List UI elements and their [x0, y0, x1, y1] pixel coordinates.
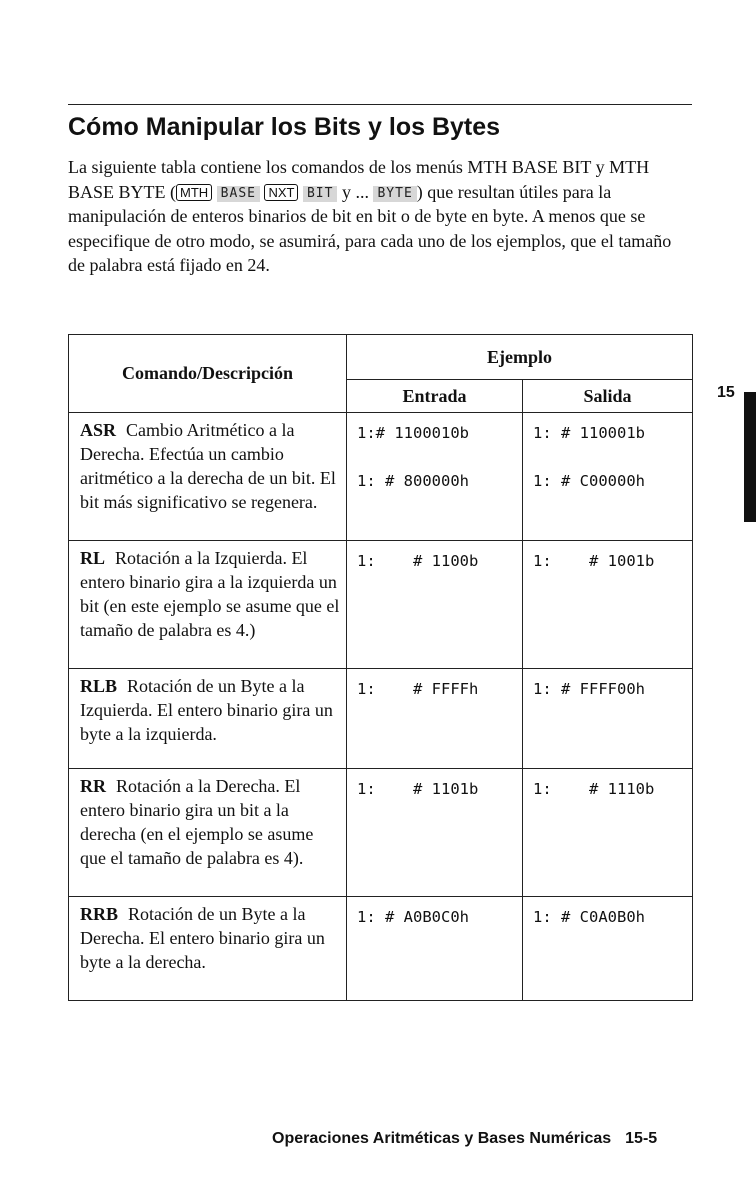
row-input	[347, 769, 523, 897]
header-example: Ejemplo	[347, 335, 693, 380]
command-name: RLB	[80, 676, 118, 696]
row-description	[69, 769, 347, 897]
output-value: 1: # FFFF00h	[533, 680, 645, 698]
chapter-tab-number: 15	[717, 384, 735, 401]
section-heading: Cómo Manipular los Bits y los Bytes	[68, 113, 501, 141]
nxt-key: NXT	[264, 184, 298, 201]
byte-softkey: BYTE	[373, 186, 416, 202]
table-row	[69, 541, 693, 669]
output-value: 1: # 1001b	[533, 552, 655, 570]
command-name: RRB	[80, 904, 119, 924]
command-name: ASR	[80, 420, 117, 440]
table-row	[69, 897, 693, 1001]
row-input	[347, 413, 523, 541]
intro-text-2: y ...	[337, 181, 369, 202]
row-input	[347, 897, 523, 1001]
output-value: 1: # 110001b	[533, 424, 645, 442]
input-value: 1:# 1100010b	[357, 424, 469, 442]
table-row	[69, 769, 693, 897]
output-value: 1: # C00000h	[533, 472, 645, 490]
row-output	[523, 769, 693, 897]
intro-paragraph	[68, 155, 692, 278]
page-number: 15-5	[625, 1130, 658, 1147]
input-value: 1: # FFFFh	[357, 680, 479, 698]
intro-text-3: ) que resultan útiles para la manipulación de enteros binarios de bit en bit o de byte en byte. A menos que se especifique de otro modo, se asumirá, para cada uno de los ejemplos, que el tamaño de palabra está fijado en 24.	[68, 181, 672, 275]
footer-title: Operaciones Aritméticas y Bases Numéricas	[272, 1130, 612, 1147]
page-footer	[272, 1130, 657, 1148]
top-rule	[68, 104, 692, 105]
header-input: Entrada	[347, 380, 523, 413]
header-command: Comando/Descripción	[69, 335, 347, 413]
row-input	[347, 669, 523, 769]
row-description	[69, 897, 347, 1001]
row-output	[523, 897, 693, 1001]
command-description: Rotación a la Derecha. El entero binario gira un bit a la derecha (en el ejemplo se asume que el tamaño de palabra es 4).	[80, 776, 314, 868]
row-output	[523, 541, 693, 669]
mth-key: MTH	[176, 184, 212, 201]
table-row	[69, 669, 693, 769]
command-name: RR	[80, 776, 106, 796]
intro-text-1: La siguiente tabla contiene los comandos de los menús MTH BASE BIT y MTH BASE BYTE (	[68, 157, 650, 202]
output-value: 1: # C0A0B0h	[533, 908, 645, 926]
row-output	[523, 413, 693, 541]
row-description	[69, 669, 347, 769]
input-value: 1: # 1100b	[357, 552, 479, 570]
input-value: 1: # A0B0C0h	[357, 908, 469, 926]
base-softkey: BASE	[217, 186, 260, 202]
commands-table	[68, 334, 693, 1001]
bit-softkey: BIT	[303, 186, 337, 202]
header-output: Salida	[523, 380, 693, 413]
row-description	[69, 541, 347, 669]
row-input	[347, 541, 523, 669]
command-name: RL	[80, 548, 106, 568]
command-description: Rotación a la Izquierda. El entero binario gira a la izquierda un bit (en este ejemplo se asume que el tamaño de palabra es 4.)	[80, 548, 340, 640]
command-description: Cambio Aritmético a la Derecha. Efectúa un cambio aritmético a la derecha de un bit. El bit más significativo se regenera.	[80, 420, 336, 512]
input-value: 1: # 1101b	[357, 780, 479, 798]
command-description: Rotación de un Byte a la Derecha. El entero binario gira un byte a la derecha.	[80, 904, 325, 972]
table-row	[69, 413, 693, 541]
command-description: Rotación de un Byte a la Izquierda. El entero binario gira un byte a la izquierda.	[80, 676, 333, 744]
output-value: 1: # 1110b	[533, 780, 655, 798]
row-output	[523, 669, 693, 769]
row-description	[69, 413, 347, 541]
chapter-tab-bar	[744, 392, 756, 522]
input-value: 1: # 800000h	[357, 472, 469, 490]
